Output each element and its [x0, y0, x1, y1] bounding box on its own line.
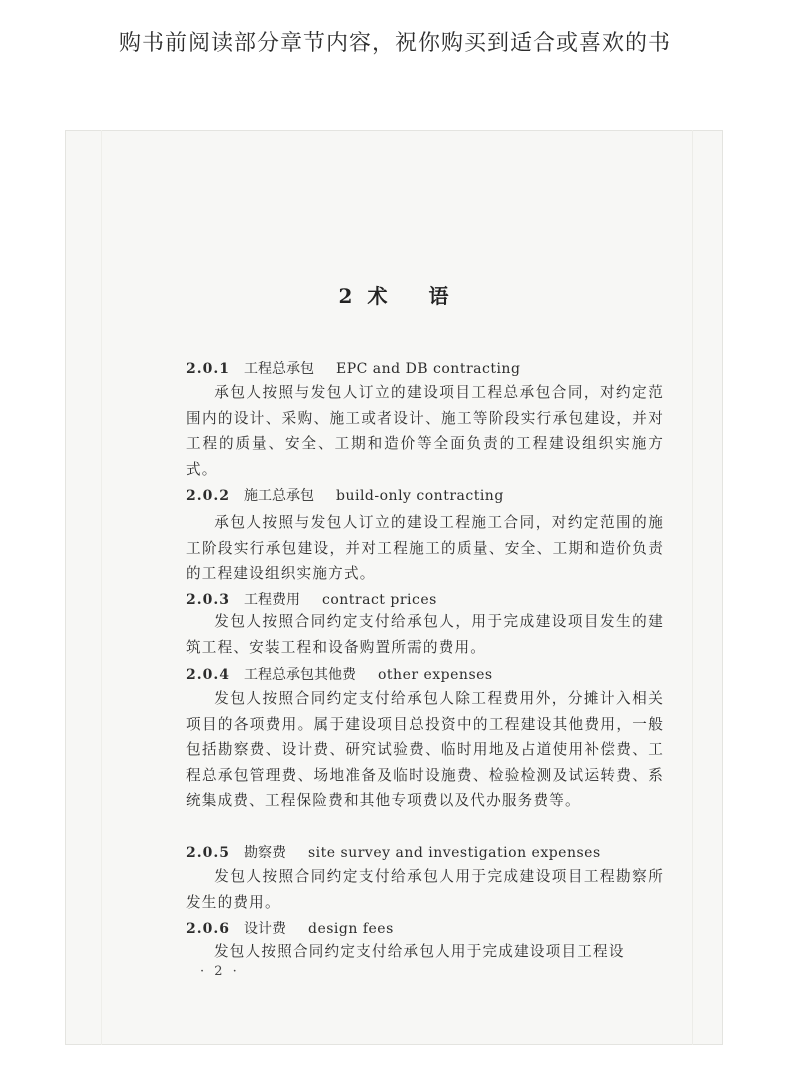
term-heading: [186, 842, 601, 862]
term-name-cn: 设计费: [244, 921, 286, 937]
scanned-page: [65, 130, 723, 1045]
term-number: 2.0.4: [186, 667, 230, 683]
chapter-title-char-2: 语: [428, 284, 450, 308]
term-name-en: build-only contracting: [336, 488, 504, 504]
term-name-cn: 施工总承包: [244, 488, 314, 504]
term-heading: [186, 358, 520, 378]
term-number: 2.0.6: [186, 921, 230, 937]
term-number: 2.0.3: [186, 592, 230, 608]
term-name-cn: 工程费用: [244, 592, 300, 608]
term-definition: 发包人按照合同约定支付给承包人用于完成建设项目工程勘察所发生的费用。: [186, 868, 664, 911]
term-name-en: other expenses: [378, 667, 493, 683]
term-heading: [186, 485, 504, 505]
term-heading: [186, 589, 437, 609]
banner-text: 购书前阅读部分章节内容，祝你购买到适合或喜欢的书: [118, 31, 671, 56]
chapter-number: 2: [338, 284, 354, 308]
term-name-cn: 勘察费: [244, 845, 286, 861]
term-name-en: design fees: [308, 921, 394, 937]
term-definition: 发包人按照合同约定支付给承包人用于完成建设项目工程设: [214, 943, 625, 960]
term-heading: [186, 664, 493, 684]
term-name-cn: 工程总承包其他费: [244, 667, 356, 683]
term-heading: [186, 918, 394, 938]
chapter-title: [65, 280, 723, 309]
term-name-en: contract prices: [322, 592, 437, 608]
term-number: 2.0.5: [186, 845, 230, 861]
term-number: 2.0.1: [186, 361, 230, 377]
term-name-en: EPC and DB contracting: [336, 361, 521, 377]
term-definition: 发包人按照合同约定支付给承包人，用于完成建设项目发生的建筑工程、安装工程和设备购置所需的费用。: [186, 613, 664, 656]
chapter-title-char-1: 术: [367, 284, 389, 308]
term-name-en: site survey and investigation expenses: [308, 845, 601, 861]
term-definition: 承包人按照与发包人订立的建设工程施工合同，对约定范围的施工阶段实行承包建设，并对工程施工的质量、安全、工期和造价负责的工程建设组织实施方式。: [186, 514, 664, 582]
term-definition: 发包人按照合同约定支付给承包人除工程费用外，分摊计入相关项目的各项费用。属于建设项目总投资中的工程建设其他费用，一般包括勘察费、设计费、研究试验费、临时用地及占道使用补偿费、工程总承包管理费、场地准备及临时设施费、检验检测及试运转费、系统集成费、工程保险费和其他专项费以及代办服务费等。: [186, 690, 664, 809]
term-number: 2.0.2: [186, 488, 230, 504]
term-definition: 承包人按照与发包人订立的建设项目工程总承包合同，对约定范围内的设计、采购、施工或者设计、施工等阶段实行承包建设，并对工程的质量、安全、工期和造价等全面负责的工程建设组织实施方式。: [186, 384, 664, 478]
term-name-cn: 工程总承包: [244, 361, 314, 377]
page-number: · 2 ·: [200, 964, 240, 979]
